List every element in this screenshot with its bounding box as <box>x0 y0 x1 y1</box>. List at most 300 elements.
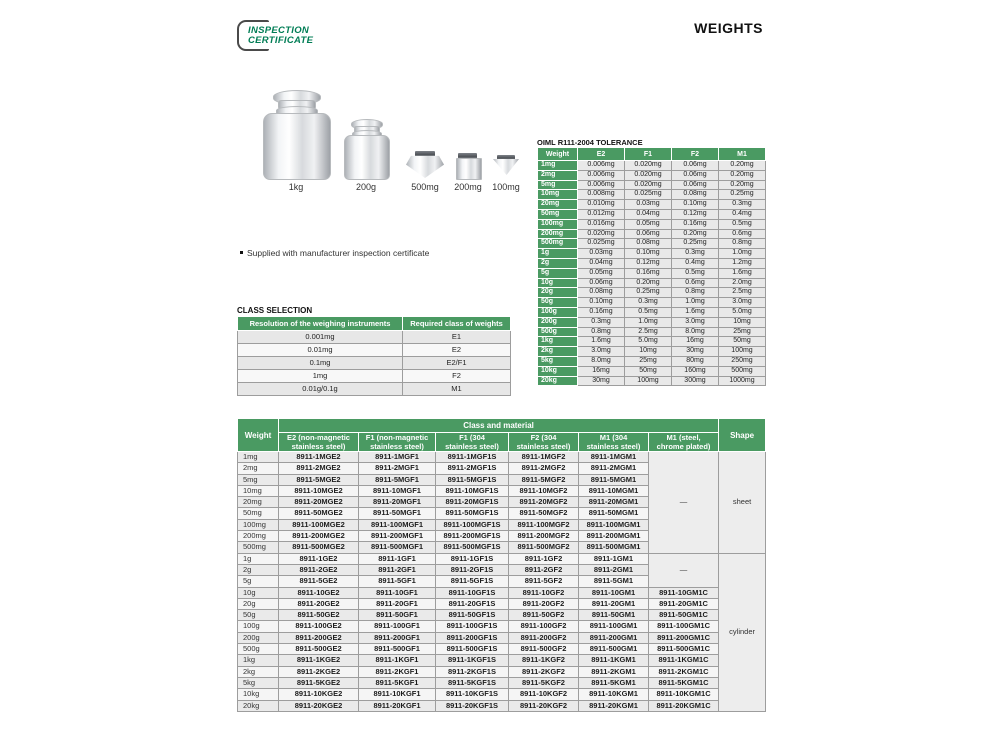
value-cell: F2 <box>403 370 511 383</box>
table-row <box>538 317 766 327</box>
value-cell: 50mg <box>719 337 766 347</box>
column-header: Weight <box>538 148 578 161</box>
weight-cell: 2kg <box>538 347 578 357</box>
value-cell: 8911-5GF2 <box>509 576 579 587</box>
table-row <box>238 644 766 655</box>
table-row <box>238 610 766 621</box>
table-row <box>238 666 766 677</box>
value-cell: 8911-5GF1 <box>359 576 436 587</box>
value-cell: 8911-1GM1 <box>579 553 649 564</box>
value-cell: 8911-5KGF1 <box>359 677 436 688</box>
value-cell: 8911-100MGE2 <box>279 519 359 530</box>
value-cell: 0.12mg <box>625 258 672 268</box>
weight-cell: 20g <box>538 288 578 298</box>
weight-label: 100mg <box>492 182 520 192</box>
value-cell: 8911-50MGE2 <box>279 508 359 519</box>
weight-body <box>344 135 390 180</box>
weight-cell: 5g <box>238 576 279 587</box>
table-row <box>538 376 766 386</box>
value-cell: 3.0mg <box>719 298 766 308</box>
value-cell: 8911-50MGF2 <box>509 508 579 519</box>
value-cell: 0.6mg <box>672 278 719 288</box>
table-row <box>538 298 766 308</box>
value-cell: 25mg <box>719 327 766 337</box>
value-cell: 2.5mg <box>719 288 766 298</box>
weight-sheet <box>456 158 482 180</box>
value-cell: 8911-200MGF1S <box>436 531 509 542</box>
value-cell: 8911-200MGF2 <box>509 531 579 542</box>
weight-cell: 20kg <box>238 700 279 711</box>
weight-cell: 5mg <box>238 474 279 485</box>
table-row <box>238 370 511 383</box>
value-cell: 0.8mg <box>672 288 719 298</box>
value-cell: 8911-10KGF1 <box>359 689 436 700</box>
value-cell: 8911-10MGM1 <box>579 485 649 496</box>
value-cell: 8911-10GM1 <box>579 587 649 598</box>
value-cell: 8911-20KGE2 <box>279 700 359 711</box>
weight-cell: 1kg <box>238 655 279 666</box>
value-cell: E1 <box>403 331 511 344</box>
catalog-table <box>237 418 766 712</box>
page-title: WEIGHTS <box>694 20 763 36</box>
weight-cell: 100mg <box>238 519 279 530</box>
table-row <box>238 655 766 666</box>
value-cell: 8911-200GM1 <box>579 632 649 643</box>
value-cell: 3.0mg <box>672 317 719 327</box>
value-cell: 0.4mg <box>672 258 719 268</box>
value-cell: 8911-100GM1C <box>649 621 719 632</box>
note-text: Supplied with manufacturer inspection certificate <box>247 248 430 258</box>
table-row <box>238 553 766 564</box>
value-cell: 8911-20GM1 <box>579 598 649 609</box>
value-cell: 0.08mg <box>578 288 625 298</box>
value-cell: 8911-500MGE2 <box>279 542 359 553</box>
table-row <box>538 161 766 171</box>
weight-cell: 200g <box>538 317 578 327</box>
value-cell: 8911-2GF1 <box>359 564 436 575</box>
value-cell: 1.2mg <box>719 258 766 268</box>
value-cell: 0.3mg <box>719 200 766 210</box>
column-header: Weight <box>238 419 279 452</box>
value-cell: 2.0mg <box>719 278 766 288</box>
weight-cell: 1mg <box>538 161 578 171</box>
value-cell: 8911-2KGE2 <box>279 666 359 677</box>
value-cell: 1.6mg <box>578 337 625 347</box>
table-row <box>238 587 766 598</box>
value-cell: 100mg <box>719 347 766 357</box>
value-cell: 8911-2GE2 <box>279 564 359 575</box>
value-cell: 8911-50GE2 <box>279 610 359 621</box>
value-cell: 160mg <box>672 366 719 376</box>
value-cell: 0.3mg <box>625 298 672 308</box>
value-cell: 8911-20KGM1C <box>649 700 719 711</box>
value-cell: 8911-10MGF2 <box>509 485 579 496</box>
value-cell: 1.0mg <box>672 298 719 308</box>
value-cell: 8911-20KGF1 <box>359 700 436 711</box>
value-cell: 0.016mg <box>578 219 625 229</box>
value-cell: 8911-1MGF2 <box>509 452 579 463</box>
value-cell: 8911-10GM1C <box>649 587 719 598</box>
value-cell: 1.0mg <box>719 249 766 259</box>
value-cell: 250mg <box>719 356 766 366</box>
value-cell: 300mg <box>672 376 719 386</box>
weight-cell: 2g <box>238 564 279 575</box>
value-cell: 8911-2MGF1S <box>436 463 509 474</box>
value-cell: 10mg <box>625 347 672 357</box>
value-cell: 8911-50GM1 <box>579 610 649 621</box>
value-cell: 0.020mg <box>578 229 625 239</box>
value-cell: 8911-20KGM1 <box>579 700 649 711</box>
weight-label: 200mg <box>454 182 482 192</box>
value-cell: 8911-5KGM1C <box>649 677 719 688</box>
value-cell: 8911-20GF1S <box>436 598 509 609</box>
weight-cell: 20g <box>238 598 279 609</box>
tolerance-section <box>537 147 766 386</box>
bullet-icon <box>240 251 243 254</box>
value-cell: 8911-2MGE2 <box>279 463 359 474</box>
value-cell: 0.025mg <box>625 190 672 200</box>
value-cell: 8911-10GF1S <box>436 587 509 598</box>
value-cell: 8911-50MGF1S <box>436 508 509 519</box>
value-cell: 8.0mg <box>578 356 625 366</box>
value-cell: 80mg <box>672 356 719 366</box>
value-cell: 1.6mg <box>672 307 719 317</box>
value-cell: 0.5mg <box>672 268 719 278</box>
weight-cell: 50g <box>238 610 279 621</box>
value-cell: 8911-50MGF1 <box>359 508 436 519</box>
value-cell: 8911-2GM1 <box>579 564 649 575</box>
value-cell: 0.10mg <box>625 249 672 259</box>
value-cell: 8911-1KGM1 <box>579 655 649 666</box>
class-selection-title: CLASS SELECTION <box>237 306 313 315</box>
weight-cell: 0.01mg <box>238 344 403 357</box>
weight-sheet <box>493 159 519 175</box>
value-cell: 8911-2KGM1C <box>649 666 719 677</box>
value-cell: 8911-1GF1S <box>436 553 509 564</box>
table-row <box>238 598 766 609</box>
value-cell: 0.20mg <box>719 180 766 190</box>
value-cell: 0.020mg <box>625 170 672 180</box>
value-cell: 10mg <box>719 317 766 327</box>
value-cell: 0.05mg <box>578 268 625 278</box>
value-cell: 8911-10KGF2 <box>509 689 579 700</box>
value-cell: 8911-2KGF2 <box>509 666 579 677</box>
column-header: Resolution of the weighing instruments <box>238 317 403 331</box>
value-cell: 0.06mg <box>672 180 719 190</box>
value-cell: 8911-20MGF1S <box>436 497 509 508</box>
value-cell: 8911-20MGF1 <box>359 497 436 508</box>
weight-cell: 500g <box>238 644 279 655</box>
weight-cell: 1mg <box>238 452 279 463</box>
value-cell: 8911-2KGM1 <box>579 666 649 677</box>
value-cell: 0.006mg <box>578 161 625 171</box>
value-cell: 8911-1GF1 <box>359 553 436 564</box>
weight-cell: 0.1mg <box>238 357 403 370</box>
table-row <box>538 268 766 278</box>
value-cell: 5.0mg <box>719 307 766 317</box>
table-row <box>238 621 766 632</box>
table-row <box>238 700 766 711</box>
class-selection-table <box>237 316 511 396</box>
value-cell: 8911-20MGM1 <box>579 497 649 508</box>
value-cell: 8911-10GF2 <box>509 587 579 598</box>
value-cell: 8911-200GM1C <box>649 632 719 643</box>
tolerance-title: OIML R111-2004 TOLERANCE <box>537 138 643 147</box>
value-cell: 2.5mg <box>625 327 672 337</box>
value-cell: 0.10mg <box>672 200 719 210</box>
value-cell: 0.3mg <box>672 249 719 259</box>
value-cell: 8911-500GF2 <box>509 644 579 655</box>
weight-cell: 1kg <box>538 337 578 347</box>
weight-cell: 2mg <box>238 463 279 474</box>
value-cell: 0.16mg <box>672 219 719 229</box>
value-cell: 8911-2MGF2 <box>509 463 579 474</box>
value-cell: 16mg <box>672 337 719 347</box>
weight-cell: 50mg <box>238 508 279 519</box>
value-cell: E2 <box>403 344 511 357</box>
column-header: M1 (steel, chrome plated) <box>649 433 719 452</box>
value-cell: 8911-5MGF1S <box>436 474 509 485</box>
weight-cell: 1mg <box>238 370 403 383</box>
value-cell: 8911-10GF1 <box>359 587 436 598</box>
column-header: Required class of weights <box>403 317 511 331</box>
table-row <box>238 344 511 357</box>
weight-photo-500mg <box>406 88 444 180</box>
weight-cell: 10kg <box>238 689 279 700</box>
value-cell: 0.05mg <box>625 219 672 229</box>
weight-cell: 1g <box>538 249 578 259</box>
value-cell: 0.4mg <box>719 209 766 219</box>
value-cell: 8911-20GE2 <box>279 598 359 609</box>
value-cell: 0.08mg <box>672 190 719 200</box>
column-header: Shape <box>719 419 766 452</box>
value-cell: 8911-200MGE2 <box>279 531 359 542</box>
value-cell: 0.20mg <box>719 161 766 171</box>
value-cell: 8911-10KGM1C <box>649 689 719 700</box>
weight-photo-200g <box>343 88 389 180</box>
value-cell: 0.8mg <box>578 327 625 337</box>
column-header: E2 <box>578 148 625 161</box>
value-cell: 0.03mg <box>578 249 625 259</box>
value-cell: 8911-10KGE2 <box>279 689 359 700</box>
value-cell: 8911-500MGF1S <box>436 542 509 553</box>
value-cell: 8911-5GM1 <box>579 576 649 587</box>
weight-photo-1kg <box>260 88 332 180</box>
value-cell: 0.010mg <box>578 200 625 210</box>
weight-cell: 5mg <box>538 180 578 190</box>
value-cell: 8911-50GF1S <box>436 610 509 621</box>
value-cell: 0.06mg <box>578 278 625 288</box>
value-cell: 8911-500GM1C <box>649 644 719 655</box>
catalog-section <box>237 418 766 712</box>
value-cell: 0.06mg <box>672 170 719 180</box>
value-cell: 8911-1KGE2 <box>279 655 359 666</box>
value-cell: 8911-5GE2 <box>279 576 359 587</box>
class-selection-section <box>237 316 511 396</box>
value-cell: 8911-2GF2 <box>509 564 579 575</box>
certificate-note <box>240 248 429 258</box>
value-cell: 8911-100MGM1 <box>579 519 649 530</box>
column-header: M1 (304 stainless steel) <box>579 433 649 452</box>
value-cell: — <box>649 452 719 554</box>
value-cell: 8911-100MGF1S <box>436 519 509 530</box>
value-cell: 0.03mg <box>625 200 672 210</box>
value-cell: 8911-2MGF1 <box>359 463 436 474</box>
value-cell: 0.3mg <box>578 317 625 327</box>
value-cell: 8911-500GF1 <box>359 644 436 655</box>
value-cell: 0.06mg <box>672 161 719 171</box>
logo-line2: CERTIFICATE <box>248 35 314 46</box>
tolerance-table <box>537 147 766 386</box>
value-cell: 30mg <box>672 347 719 357</box>
weight-cell: 50mg <box>538 209 578 219</box>
weight-photo-100mg <box>493 88 519 180</box>
value-cell: 8911-20MGF2 <box>509 497 579 508</box>
value-cell: 8911-200GF1S <box>436 632 509 643</box>
table-row <box>538 229 766 239</box>
value-cell: 0.8mg <box>719 239 766 249</box>
weight-body <box>263 113 331 180</box>
value-cell: 8911-10MGF1S <box>436 485 509 496</box>
value-cell: 8911-100GE2 <box>279 621 359 632</box>
value-cell: E2/F1 <box>403 357 511 370</box>
weight-cell: 500mg <box>538 239 578 249</box>
table-row <box>538 307 766 317</box>
table-row <box>238 689 766 700</box>
value-cell: 8911-200MGF1 <box>359 531 436 542</box>
value-cell: 8911-200GE2 <box>279 632 359 643</box>
value-cell: 0.08mg <box>625 239 672 249</box>
value-cell: 500mg <box>719 366 766 376</box>
weight-cell: 20mg <box>538 200 578 210</box>
value-cell: 8911-10MGF1 <box>359 485 436 496</box>
value-cell: 0.5mg <box>625 307 672 317</box>
value-cell: 8911-1KGF1S <box>436 655 509 666</box>
value-cell: 8911-100GM1 <box>579 621 649 632</box>
table-row <box>538 278 766 288</box>
value-cell: 8911-100GF2 <box>509 621 579 632</box>
value-cell: 8911-1MGM1 <box>579 452 649 463</box>
weight-cell: 200mg <box>538 229 578 239</box>
value-cell: 8911-5KGE2 <box>279 677 359 688</box>
column-header: M1 <box>719 148 766 161</box>
value-cell: 8911-500MGF2 <box>509 542 579 553</box>
value-cell: 100mg <box>625 376 672 386</box>
weight-cell: 200g <box>238 632 279 643</box>
weight-cell: 5kg <box>538 356 578 366</box>
weight-photo-200mg <box>455 88 481 180</box>
column-header: E2 (non-magnetic stainless steel) <box>279 433 359 452</box>
weight-sheet <box>406 155 444 178</box>
table-row <box>538 337 766 347</box>
value-cell: 8911-1GE2 <box>279 553 359 564</box>
value-cell: 8911-200MGM1 <box>579 531 649 542</box>
value-cell: 8911-1MGF1S <box>436 452 509 463</box>
value-cell: 8911-10KGM1 <box>579 689 649 700</box>
value-cell: 8911-20KGF1S <box>436 700 509 711</box>
weight-cell: 100g <box>538 307 578 317</box>
value-cell: 8911-5MGF1 <box>359 474 436 485</box>
value-cell: 8911-20GF2 <box>509 598 579 609</box>
weight-cell: 0.01g/0.1g <box>238 383 403 396</box>
value-cell: 8911-500MGF1 <box>359 542 436 553</box>
value-cell: 0.6mg <box>719 229 766 239</box>
value-cell: 8911-1KGF2 <box>509 655 579 666</box>
value-cell: 8911-500GF1S <box>436 644 509 655</box>
value-cell: 8.0mg <box>672 327 719 337</box>
value-cell: 8911-200GF1 <box>359 632 436 643</box>
column-header: F1 (non-magnetic stainless steel) <box>359 433 436 452</box>
weight-cell: 100g <box>238 621 279 632</box>
value-cell: 8911-50GF2 <box>509 610 579 621</box>
value-cell: 0.25mg <box>625 288 672 298</box>
table-row <box>538 366 766 376</box>
value-cell: 0.20mg <box>672 229 719 239</box>
value-cell: 8911-10KGF1S <box>436 689 509 700</box>
value-cell: 1.0mg <box>625 317 672 327</box>
weight-cell: 10g <box>238 587 279 598</box>
value-cell: 8911-1MGE2 <box>279 452 359 463</box>
logo-text <box>248 26 313 46</box>
weight-cell: 10g <box>538 278 578 288</box>
table-row <box>538 190 766 200</box>
value-cell: 8911-1MGF1 <box>359 452 436 463</box>
value-cell: 0.020mg <box>625 161 672 171</box>
table-row <box>538 288 766 298</box>
value-cell: sheet <box>719 452 766 554</box>
value-cell: 8911-50GF1 <box>359 610 436 621</box>
column-header: F2 (304 stainless steel) <box>509 433 579 452</box>
value-cell: 8911-200GF2 <box>509 632 579 643</box>
value-cell: 8911-500GM1 <box>579 644 649 655</box>
weight-label: 200g <box>355 182 377 192</box>
table-row <box>238 632 766 643</box>
value-cell: 8911-20KGF2 <box>509 700 579 711</box>
table-row <box>538 356 766 366</box>
table-row <box>538 209 766 219</box>
value-cell: 8911-5KGF2 <box>509 677 579 688</box>
table-row <box>538 180 766 190</box>
table-row <box>238 331 511 344</box>
value-cell: 8911-5GF1S <box>436 576 509 587</box>
value-cell: 8911-5MGF2 <box>509 474 579 485</box>
weight-cell: 20kg <box>538 376 578 386</box>
table-row <box>538 258 766 268</box>
value-cell: cylinder <box>719 553 766 711</box>
table-row <box>538 249 766 259</box>
weight-cell: 500mg <box>238 542 279 553</box>
table-row <box>538 200 766 210</box>
value-cell: 16mg <box>578 366 625 376</box>
weight-cell: 500g <box>538 327 578 337</box>
table-row <box>538 327 766 337</box>
table-row <box>538 170 766 180</box>
weight-cell: 5kg <box>238 677 279 688</box>
value-cell: 0.008mg <box>578 190 625 200</box>
value-cell: 1000mg <box>719 376 766 386</box>
column-header: F1 <box>625 148 672 161</box>
value-cell: 0.16mg <box>578 307 625 317</box>
table-row <box>538 239 766 249</box>
value-cell: 0.25mg <box>719 190 766 200</box>
table-row <box>538 347 766 357</box>
value-cell: 8911-100GF1 <box>359 621 436 632</box>
value-cell: 8911-1KGF1 <box>359 655 436 666</box>
value-cell: 8911-50MGM1 <box>579 508 649 519</box>
weight-label: 1kg <box>288 182 304 192</box>
weight-cell: 1g <box>238 553 279 564</box>
value-cell: 8911-20GF1 <box>359 598 436 609</box>
